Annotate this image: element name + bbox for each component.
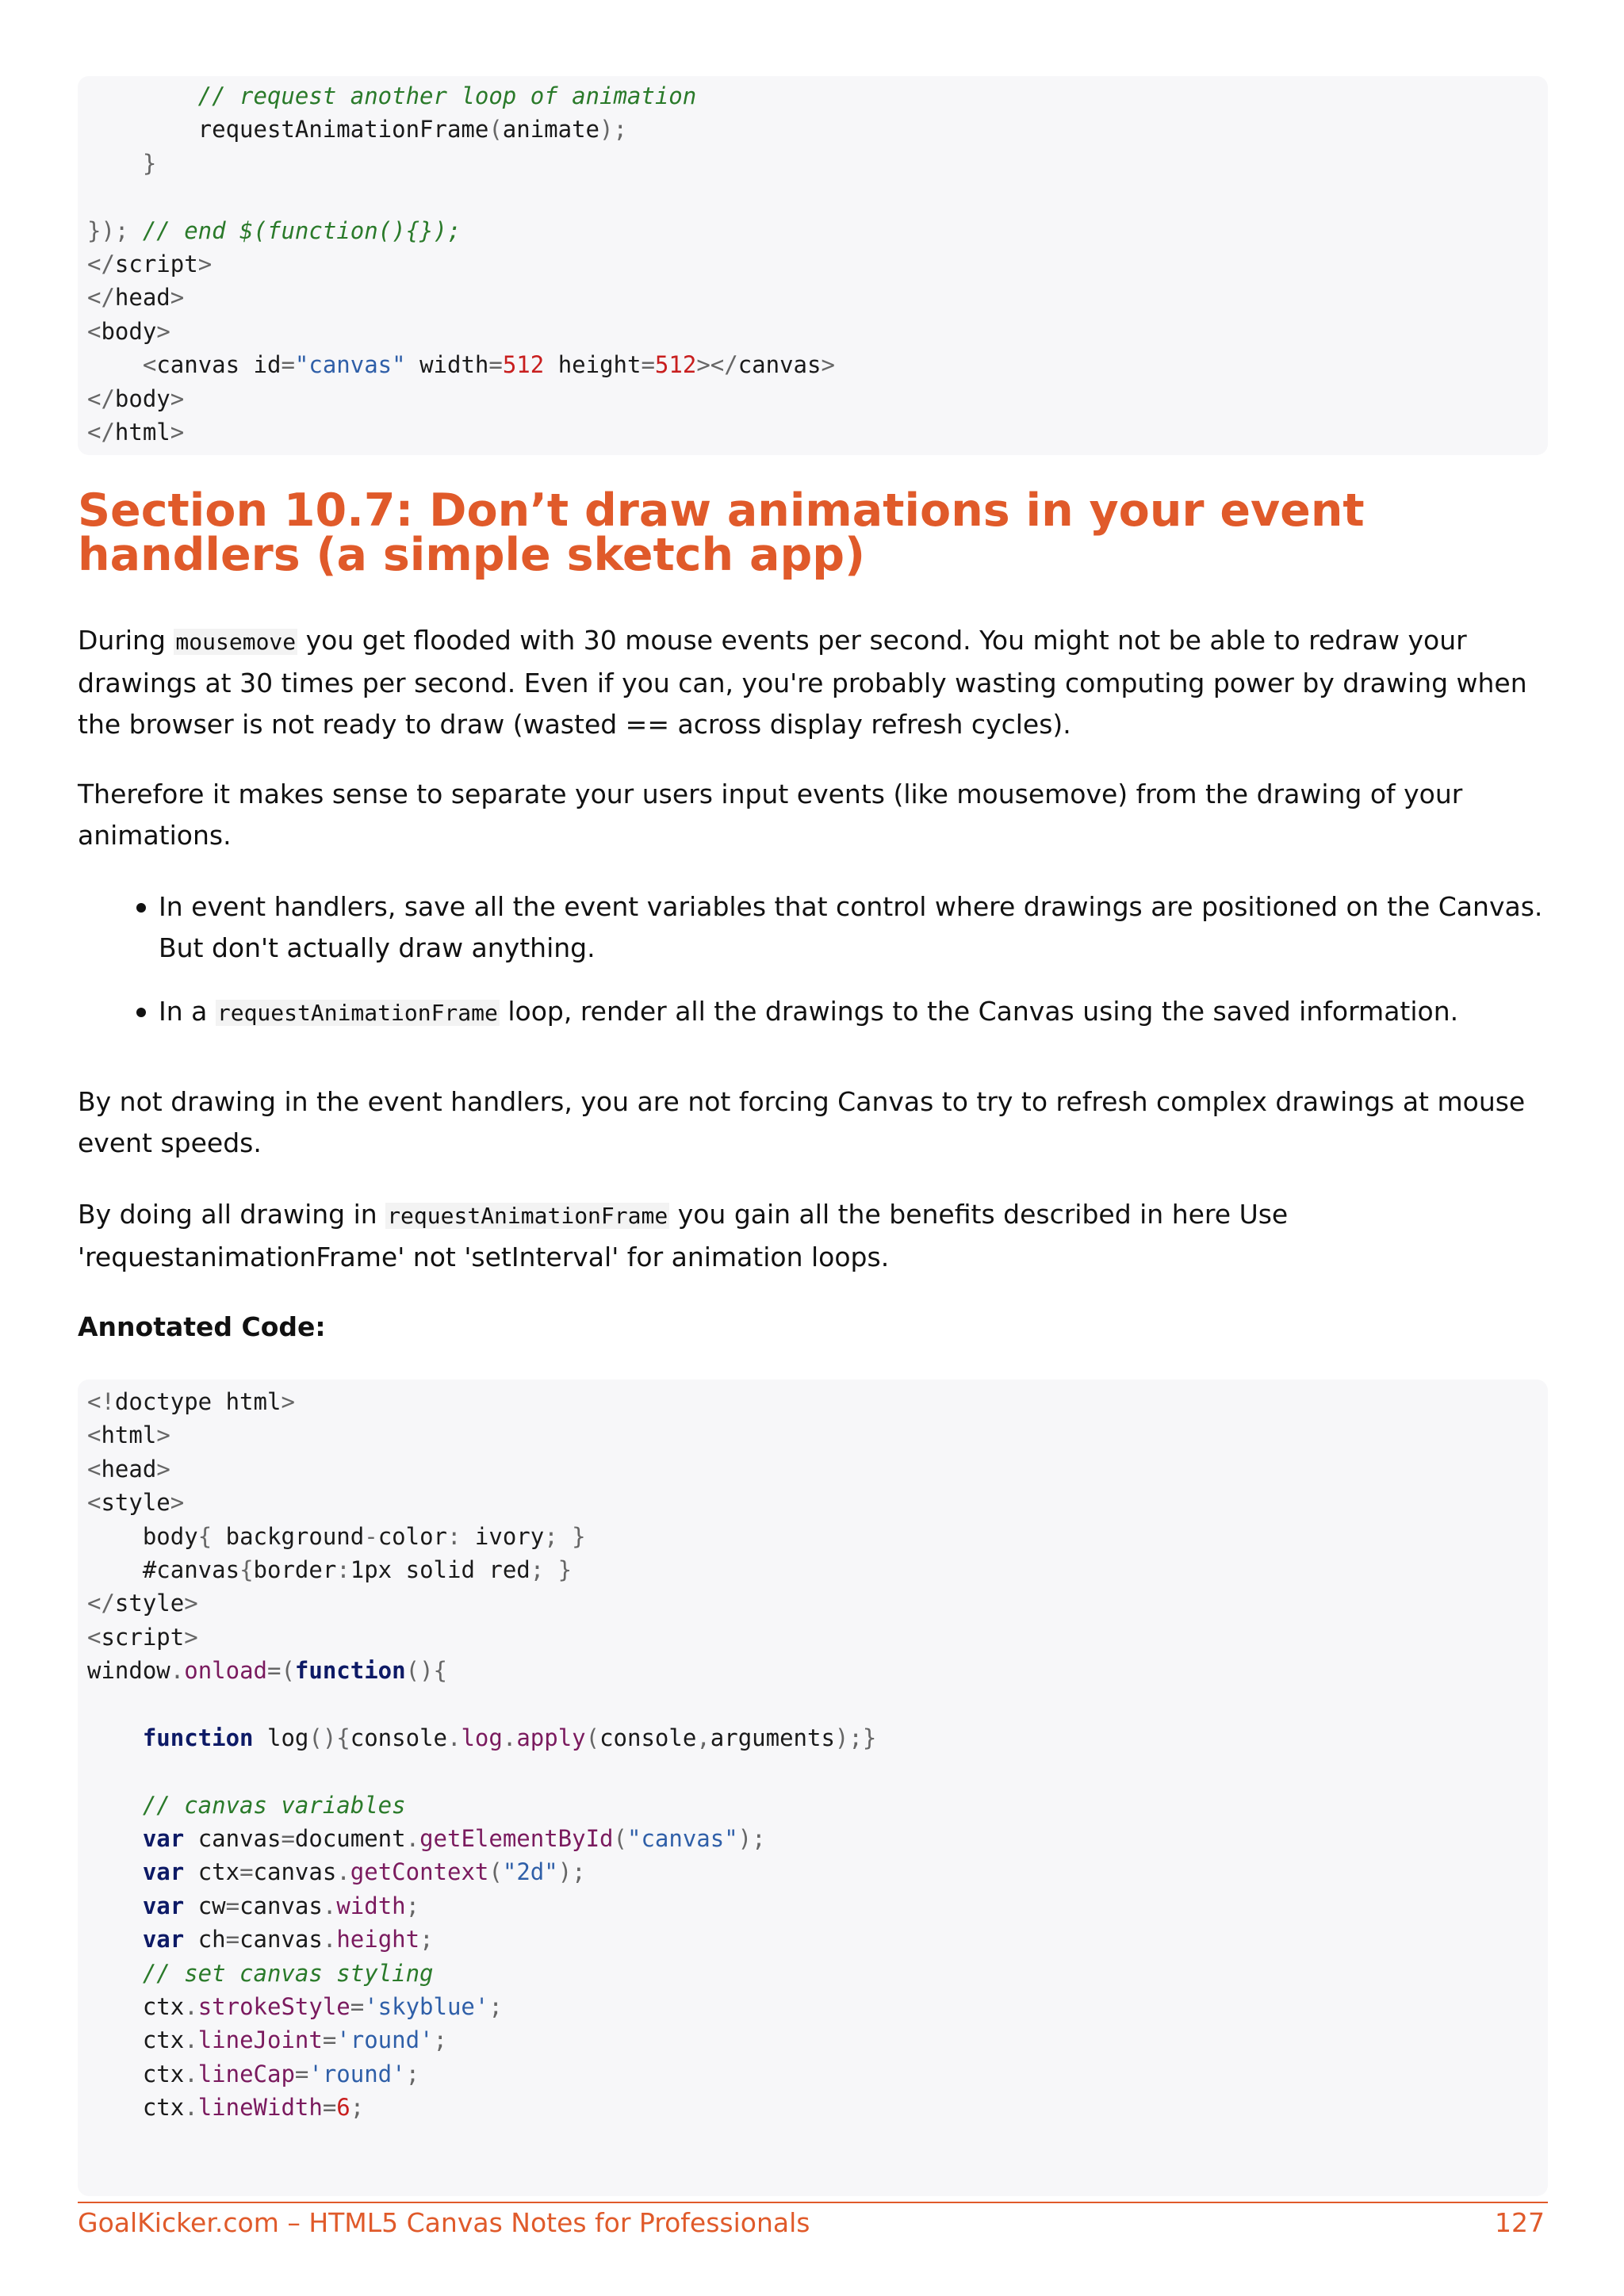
code-token: > bbox=[170, 1489, 185, 1517]
code-token: cw bbox=[184, 1892, 226, 1919]
code-token: canvas id bbox=[156, 351, 282, 379]
code-line bbox=[87, 1418, 1538, 1452]
code-token: canvas bbox=[184, 1825, 282, 1853]
code-token: . bbox=[322, 1926, 337, 1954]
code-token: < bbox=[87, 1455, 102, 1483]
code-token: . bbox=[405, 1825, 420, 1853]
bullet-item-raf-loop bbox=[159, 991, 1554, 1034]
code-token: 6 bbox=[336, 2094, 350, 2122]
bullet-item-event-handlers: In event handlers, save all the event variables that control where drawings are positioned on the Canvas. But don't actually draw anything. bbox=[159, 891, 1543, 963]
code-token: , bbox=[696, 1724, 710, 1751]
code-line bbox=[87, 147, 1538, 180]
code-line bbox=[87, 382, 1538, 415]
code-token: <! bbox=[87, 1388, 115, 1415]
code-token: var bbox=[142, 1825, 185, 1853]
code-token: body bbox=[101, 317, 157, 345]
code-line bbox=[87, 415, 1538, 449]
bullet-text: In a bbox=[159, 996, 216, 1027]
code-token: strokeStyle bbox=[197, 1993, 350, 2021]
code-token: body bbox=[114, 385, 170, 412]
footer-title: GoalKicker.com – HTML5 Canvas Notes for Professionals bbox=[78, 2207, 810, 2238]
code-token: lineCap bbox=[197, 2060, 295, 2087]
code-token: </ bbox=[87, 418, 115, 446]
code-token: = bbox=[225, 1926, 240, 1954]
code-line bbox=[87, 2091, 1538, 2124]
code-token: ; bbox=[419, 1926, 434, 1954]
code-token: width bbox=[336, 1892, 406, 1919]
code-line bbox=[87, 1889, 1538, 1923]
code-token: ( bbox=[585, 1724, 600, 1751]
code-line bbox=[87, 1957, 1538, 1990]
code-token: color bbox=[377, 1522, 447, 1550]
code-token: 1px solid red bbox=[350, 1556, 530, 1583]
code-line bbox=[87, 1654, 1538, 1687]
code-token: ( bbox=[488, 116, 503, 144]
code-line bbox=[87, 180, 1538, 213]
paragraph-not-drawing: By not drawing in the event handlers, you are not forcing Canvas to try to refresh complex drawings at mouse event speeds. bbox=[78, 1086, 1526, 1158]
code-token: onload bbox=[184, 1657, 267, 1685]
code-token: ctx bbox=[87, 2060, 185, 2087]
code-token: lineWidth bbox=[197, 2094, 323, 2122]
inline-code: mousemove bbox=[175, 629, 297, 655]
paragraph-text: you gain all the benefits described in here Use 'requestanimationFrame' not 'setInterval' for animation loops. bbox=[78, 1199, 1289, 1272]
code-token: { bbox=[239, 1556, 254, 1583]
code-token bbox=[87, 1926, 143, 1953]
code-line bbox=[87, 348, 1538, 381]
code-block-top bbox=[78, 76, 1548, 455]
code-token: getContext bbox=[350, 1858, 489, 1886]
code-line bbox=[87, 315, 1538, 348]
code-token: border bbox=[253, 1556, 337, 1583]
code-token: > bbox=[821, 351, 835, 379]
code-token: style bbox=[114, 1590, 185, 1617]
code-token: arguments bbox=[710, 1724, 835, 1751]
code-token: lineJoint bbox=[197, 2026, 323, 2054]
code-token: script bbox=[101, 1623, 185, 1651]
page-number: 127 bbox=[1495, 2207, 1545, 2238]
code-line bbox=[87, 1452, 1538, 1486]
code-line bbox=[87, 281, 1538, 314]
code-token: ch bbox=[184, 1926, 226, 1954]
code-token: ctx bbox=[87, 2094, 185, 2122]
code-token: < bbox=[87, 1489, 102, 1517]
inline-code: requestAnimationFrame bbox=[216, 1000, 498, 1026]
code-line bbox=[87, 2023, 1538, 2057]
code-token: </ bbox=[87, 385, 115, 412]
code-token: . bbox=[446, 1724, 462, 1751]
code-token: height bbox=[544, 351, 642, 379]
code-token: . bbox=[184, 2026, 198, 2054]
code-token: . bbox=[502, 1724, 517, 1751]
code-token: height bbox=[336, 1926, 420, 1954]
code-token: ( bbox=[613, 1825, 627, 1853]
paragraph-mousemove bbox=[78, 620, 1553, 745]
code-token: = bbox=[281, 351, 295, 379]
bullet-text: loop, render all the drawings to the Canvas using the saved information. bbox=[499, 996, 1459, 1027]
code-token: requestAnimationFrame bbox=[87, 116, 489, 144]
code-token: < bbox=[87, 317, 102, 345]
code-token: function bbox=[294, 1657, 406, 1685]
code-token: - bbox=[364, 1522, 378, 1550]
code-token: ivory bbox=[474, 1522, 545, 1550]
code-line bbox=[87, 1520, 1538, 1553]
code-token: ></ bbox=[696, 351, 738, 379]
code-token: html bbox=[101, 1422, 157, 1449]
code-line bbox=[87, 1621, 1538, 1654]
code-token: </ bbox=[87, 1590, 115, 1617]
code-line bbox=[87, 1486, 1538, 1519]
code-token: canvas bbox=[253, 1858, 337, 1886]
code-token: 512 bbox=[654, 351, 697, 379]
code-token: apply bbox=[516, 1724, 586, 1751]
code-line bbox=[87, 1755, 1538, 1788]
paragraph-text: By doing all drawing in bbox=[78, 1199, 386, 1230]
code-token: (){ bbox=[405, 1657, 447, 1685]
code-line bbox=[87, 247, 1538, 281]
code-line bbox=[87, 1688, 1538, 1721]
code-token: // end $(function(){}); bbox=[142, 216, 462, 244]
paragraph-text: you get flooded with 30 mouse events per second. You might not be able to redraw your drawings at 30 times per second. Even if you can, you're probably wasting computing power by drawing when the browser is not ready to draw (wasted == across display refresh cycles). bbox=[78, 625, 1527, 740]
code-token: style bbox=[101, 1489, 170, 1517]
code-token: = bbox=[322, 2094, 337, 2122]
code-line bbox=[87, 1721, 1538, 1755]
footer-divider bbox=[78, 2202, 1548, 2203]
code-token: ; bbox=[488, 1993, 503, 2021]
paragraph-text: During bbox=[78, 625, 174, 656]
code-token: ctx bbox=[87, 2026, 185, 2054]
code-token: body bbox=[87, 1522, 198, 1550]
code-token: canvas bbox=[239, 1892, 323, 1919]
code-line bbox=[87, 1923, 1538, 1956]
code-token: // set canvas styling bbox=[87, 1959, 434, 1987]
code-token: : bbox=[336, 1556, 350, 1583]
code-token: animate bbox=[502, 116, 600, 144]
code-token: = bbox=[225, 1892, 240, 1919]
code-token: console bbox=[599, 1724, 697, 1751]
code-token: ctx bbox=[184, 1858, 240, 1886]
code-token: "2d" bbox=[502, 1858, 558, 1886]
code-token: = bbox=[294, 2060, 309, 2087]
inline-code: requestAnimationFrame bbox=[387, 1203, 668, 1229]
code-token: > bbox=[156, 1422, 170, 1449]
code-token: head bbox=[114, 284, 170, 312]
code-token: head bbox=[101, 1455, 157, 1483]
code-token: doctype html bbox=[114, 1388, 282, 1415]
code-token: function bbox=[142, 1724, 254, 1751]
code-token: < bbox=[87, 1422, 102, 1449]
code-token: // request another loop of animation bbox=[87, 82, 697, 109]
code-token: var bbox=[142, 1926, 185, 1954]
code-token: window bbox=[87, 1657, 170, 1685]
paragraph-benefits bbox=[78, 1194, 1553, 1278]
code-token: var bbox=[142, 1892, 185, 1919]
code-token: script bbox=[114, 250, 198, 277]
code-token: = bbox=[641, 351, 655, 379]
code-token: document bbox=[294, 1825, 406, 1853]
code-token: </ bbox=[87, 284, 115, 312]
code-token: ); bbox=[557, 1858, 586, 1886]
code-token: : bbox=[447, 1522, 475, 1550]
code-token: > bbox=[170, 385, 185, 412]
code-token bbox=[87, 1825, 143, 1852]
code-token: . bbox=[184, 2060, 198, 2087]
section-title: Section 10.7: Don’t draw animations in your event handlers (a simple sketch app) bbox=[78, 484, 1365, 581]
code-token: // canvas variables bbox=[87, 1791, 406, 1819]
code-token: html bbox=[114, 418, 170, 446]
code-line bbox=[87, 1586, 1538, 1620]
code-token: . bbox=[336, 1858, 350, 1886]
code-token: canvas bbox=[737, 351, 822, 379]
code-token: 'round' bbox=[308, 2060, 406, 2087]
code-token: < bbox=[87, 351, 157, 379]
code-token: ; } bbox=[530, 1556, 573, 1583]
code-line bbox=[87, 1553, 1538, 1586]
code-token: log bbox=[253, 1724, 309, 1751]
code-token: < bbox=[87, 1623, 102, 1651]
bullet-icon bbox=[136, 903, 146, 913]
code-token: canvas bbox=[239, 1926, 323, 1954]
code-token: = bbox=[322, 2026, 337, 2054]
code-line bbox=[87, 1789, 1538, 1822]
code-token: = bbox=[281, 1825, 295, 1853]
code-token: ; bbox=[405, 1892, 420, 1919]
code-token: ( bbox=[488, 1858, 503, 1886]
code-line bbox=[87, 1822, 1538, 1855]
code-token: . bbox=[170, 1657, 185, 1685]
code-token: ; bbox=[405, 2060, 420, 2087]
code-token: } bbox=[87, 149, 157, 177]
code-token: > bbox=[156, 1455, 170, 1483]
code-line bbox=[87, 1385, 1538, 1418]
code-token: . bbox=[184, 1993, 198, 2021]
code-token: > bbox=[184, 1623, 198, 1651]
annotated-code-label: Annotated Code: bbox=[78, 1311, 326, 1342]
code-token: . bbox=[184, 2094, 198, 2122]
code-token bbox=[87, 1724, 143, 1751]
code-token: background bbox=[225, 1522, 365, 1550]
code-token: > bbox=[156, 317, 170, 345]
code-token: > bbox=[281, 1388, 295, 1415]
code-line bbox=[87, 1855, 1538, 1888]
code-token: width bbox=[405, 351, 489, 379]
code-token: =( bbox=[267, 1657, 295, 1685]
code-token: log bbox=[461, 1724, 503, 1751]
code-token: "canvas" bbox=[626, 1825, 738, 1853]
code-line bbox=[87, 2057, 1538, 2091]
code-token: > bbox=[197, 250, 213, 277]
code-token bbox=[87, 1892, 143, 1919]
code-token: = bbox=[239, 1858, 254, 1886]
code-block-annotated bbox=[78, 1380, 1548, 2196]
code-token: </ bbox=[87, 250, 115, 277]
code-token: console bbox=[350, 1724, 447, 1751]
code-token: "canvas" bbox=[294, 351, 406, 379]
code-token: = bbox=[350, 1993, 365, 2021]
code-token: ); bbox=[599, 116, 627, 144]
code-token: ); bbox=[737, 1825, 766, 1853]
code-token: );} bbox=[834, 1724, 877, 1751]
code-token: ctx bbox=[87, 1993, 185, 2021]
code-token: #canvas bbox=[87, 1556, 240, 1583]
code-token: { bbox=[197, 1522, 226, 1550]
code-token: 'skyblue' bbox=[364, 1993, 489, 2021]
code-token: > bbox=[170, 284, 185, 312]
code-line bbox=[87, 79, 1538, 113]
code-token: 'round' bbox=[336, 2026, 434, 2054]
code-token: (){ bbox=[308, 1724, 350, 1751]
code-token bbox=[87, 1858, 143, 1885]
code-line bbox=[87, 214, 1538, 247]
code-token: 512 bbox=[502, 351, 545, 379]
code-token: getElementById bbox=[419, 1825, 614, 1853]
code-token: var bbox=[142, 1858, 185, 1886]
code-token: ; bbox=[350, 2094, 365, 2122]
code-line bbox=[87, 1990, 1538, 2023]
bullet-icon bbox=[136, 1008, 146, 1017]
code-token: ; } bbox=[544, 1522, 586, 1550]
code-token: > bbox=[170, 418, 185, 446]
code-token: = bbox=[488, 351, 503, 379]
code-token: ; bbox=[433, 2026, 447, 2054]
code-token: > bbox=[184, 1590, 198, 1617]
code-token: . bbox=[322, 1892, 337, 1919]
code-line bbox=[87, 113, 1538, 146]
paragraph-separate-events: Therefore it makes sense to separate your users input events (like mousemove) from the drawing of your animations. bbox=[78, 779, 1463, 851]
code-token: }); bbox=[87, 216, 143, 244]
